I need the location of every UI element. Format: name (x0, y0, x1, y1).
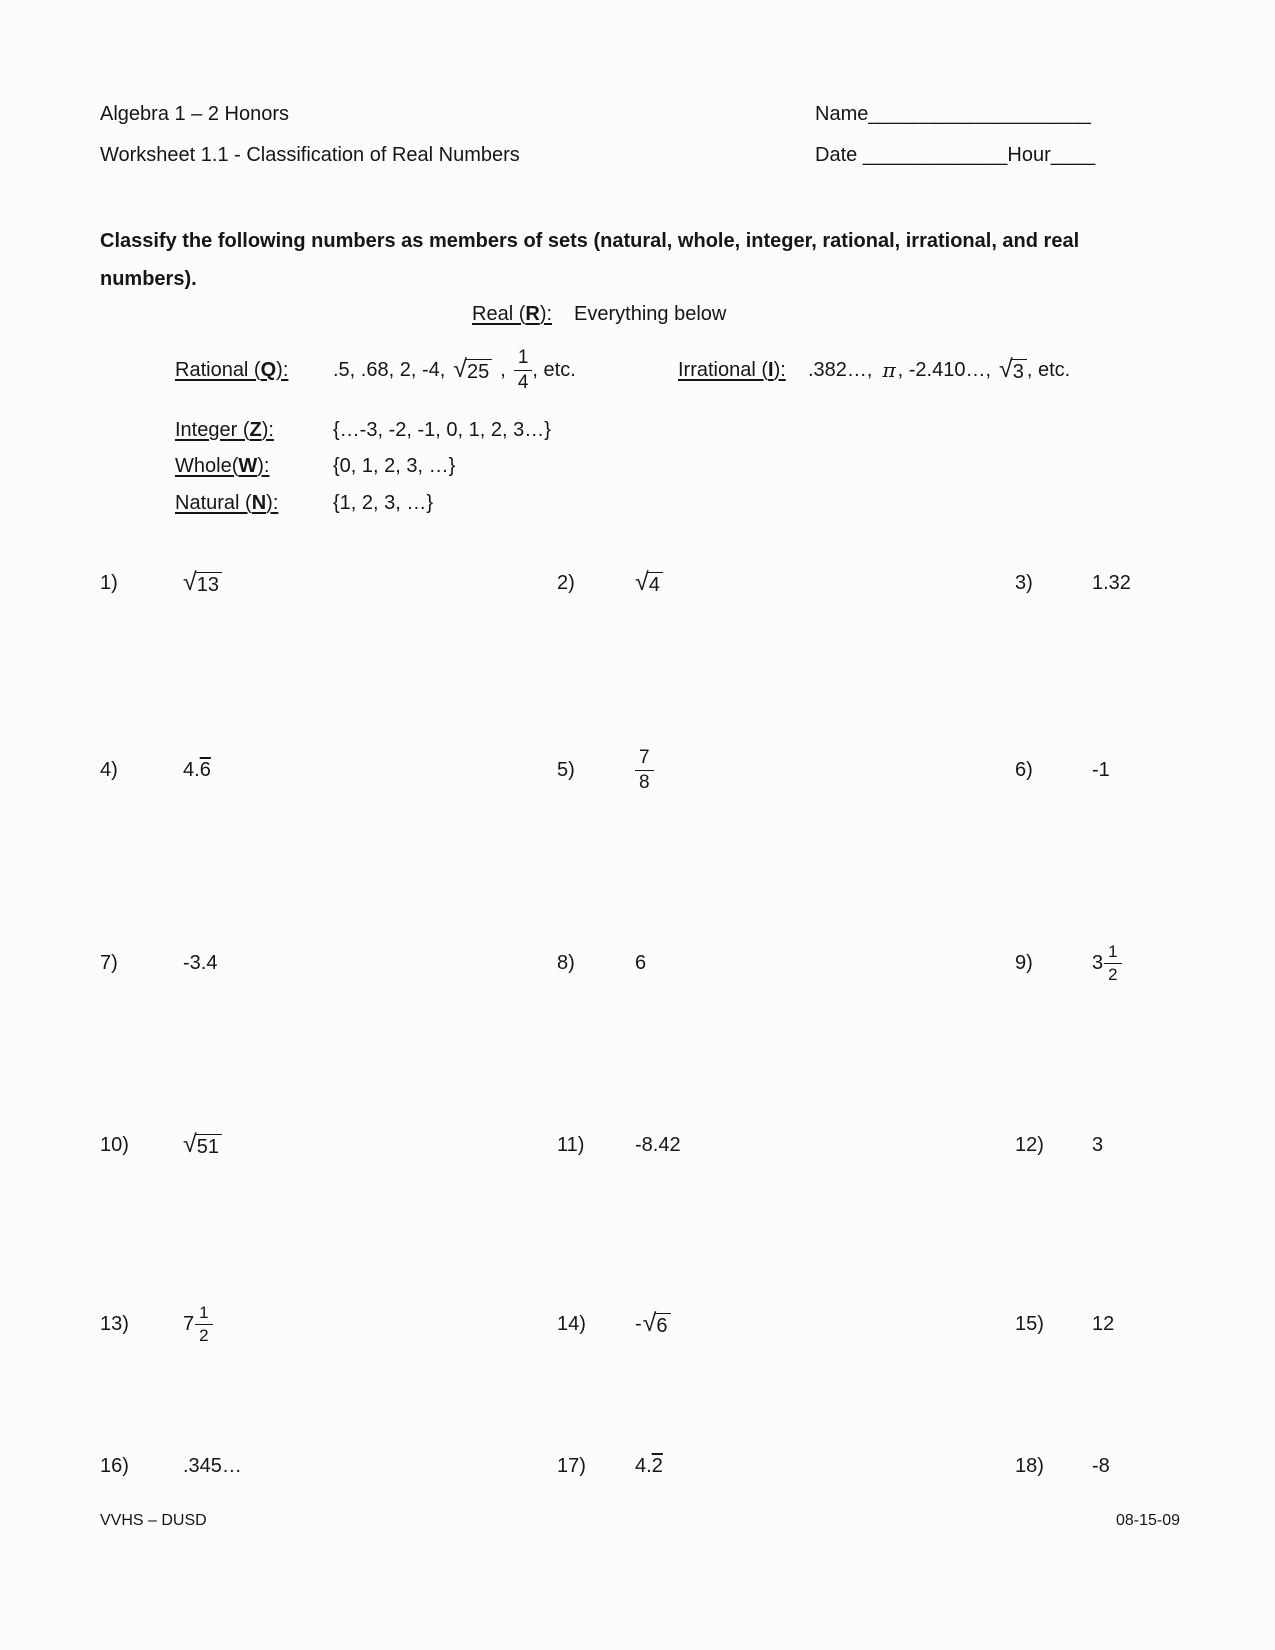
irrational-etc: , etc. (1026, 358, 1071, 381)
repeating-digit: 2 (651, 1454, 663, 1477)
problem-number: 7) (100, 951, 118, 974)
radical-sign-icon: √ (635, 567, 649, 596)
key-irrational: Irrational (I): .382…, π , -2.410…, √ 3 , etc. (678, 354, 1071, 383)
problem-value (635, 748, 654, 793)
problem-value: 1.32 (1092, 571, 1131, 594)
rational-examples: .5, .68, 2, -4, (333, 358, 446, 381)
integer-label: Integer (Z): (175, 419, 274, 441)
decimal-part: 4. (635, 1454, 652, 1477)
radical-sign-icon: √ (183, 1129, 197, 1158)
denominator: 8 (639, 771, 650, 793)
problem-5 (557, 738, 654, 802)
problem-number: 17) (557, 1454, 586, 1477)
problem-number: 14) (557, 1312, 586, 1335)
irrational-examples: .382…, (808, 358, 873, 381)
irrational-label: Irrational (I): (678, 358, 786, 381)
fraction (1104, 943, 1121, 984)
worksheet-title: Worksheet 1.1 - Classification of Real Numbers (100, 144, 520, 166)
radical-sign-icon: √ (183, 567, 197, 596)
problem-value (183, 567, 222, 596)
numerator: 1 (195, 1304, 212, 1325)
problem-value (183, 1129, 222, 1158)
problem-number: 9) (1015, 951, 1033, 974)
problem-number: 4) (100, 758, 118, 781)
problem-11 (557, 1113, 681, 1177)
problem-number: 18) (1015, 1454, 1044, 1477)
radicand: 4 (648, 572, 663, 595)
date-hour-field (815, 145, 1095, 166)
problem-9 (1015, 931, 1122, 995)
sqrt-3: √ 3 (999, 359, 1027, 382)
natural-label: Natural (N): (175, 492, 279, 514)
whole-number: 3 (1092, 951, 1104, 974)
minus-sign: - (635, 1312, 642, 1335)
instructions: Classify the following numbers as members of sets (natural, whole, integer, rational, irrational, and real numbers). (100, 230, 1080, 290)
pi-symbol: π (882, 358, 896, 382)
rational-etc: , etc. (532, 358, 576, 381)
fraction (195, 1304, 212, 1345)
footer-school: VVHS – DUSD (100, 1512, 207, 1529)
problem-7 (100, 931, 217, 995)
sqrt-expression (642, 1308, 671, 1337)
natural-set: {1, 2, 3, …} (333, 492, 434, 514)
problem-value: .345… (183, 1454, 242, 1477)
problem-value (635, 1308, 671, 1337)
problem-value (1092, 943, 1122, 984)
problem-value (183, 759, 211, 782)
date-field: Date _____________ (815, 144, 1008, 166)
key-real (472, 303, 726, 326)
problem-16 (100, 1434, 242, 1498)
problem-4 (100, 738, 211, 802)
whole-number: 7 (183, 1312, 195, 1335)
problem-value: -8.42 (635, 1133, 681, 1156)
problem-number: 2) (557, 571, 575, 594)
problem-3 (1015, 551, 1131, 615)
radicand: 6 (655, 1313, 670, 1336)
key-natural (175, 492, 433, 515)
sqrt-25: √ 25 (453, 359, 492, 382)
radical-sign-icon: √ (642, 1308, 657, 1337)
course-title: Algebra 1 – 2 Honors (100, 103, 290, 125)
problem-number: 8) (557, 951, 575, 974)
radicand: 51 (196, 1134, 222, 1157)
problem-6 (1015, 738, 1110, 802)
radical-sign-icon: √ (999, 354, 1013, 383)
numerator: 1 (1104, 943, 1121, 964)
problem-value: 12 (1092, 1312, 1115, 1335)
real-label: Real (R): (472, 303, 553, 325)
fraction (635, 748, 654, 793)
problem-8 (557, 931, 646, 995)
problem-value: -1 (1092, 758, 1110, 781)
problem-1 (100, 551, 222, 615)
denominator: 2 (199, 1325, 209, 1345)
sqrt-expression (635, 567, 663, 596)
radical-sign-icon: √ (453, 354, 468, 383)
problem-number: 16) (100, 1454, 129, 1477)
problem-number: 1) (100, 571, 118, 594)
problem-number: 3) (1015, 571, 1033, 594)
radicand: 13 (196, 572, 222, 595)
numerator: 7 (635, 748, 654, 771)
rational-label: Rational (Q): (175, 358, 289, 381)
problem-18 (1015, 1434, 1110, 1498)
problem-number: 5) (557, 758, 575, 781)
real-content: Everything below (574, 303, 727, 325)
footer-date: 08-15-09 (1115, 1512, 1180, 1529)
problem-number: 12) (1015, 1133, 1044, 1156)
hour-field: Hour____ (1007, 144, 1096, 166)
problem-12 (1015, 1113, 1103, 1177)
problem-value: 6 (635, 951, 647, 974)
problem-number: 13) (100, 1312, 129, 1335)
sqrt-expression (183, 1129, 222, 1158)
problem-value (635, 567, 663, 596)
problem-14 (557, 1292, 671, 1356)
name-field: Name____________________ (815, 103, 1091, 125)
whole-set: {0, 1, 2, 3, …} (333, 455, 456, 477)
sqrt-expression (183, 567, 222, 596)
problem-value: 3 (1092, 1133, 1104, 1156)
problem-number: 11) (557, 1133, 585, 1156)
fraction-1-4: $\frac{1}{4}$ (514, 348, 533, 393)
repeating-digit: 6 (199, 758, 211, 781)
key-integer (175, 419, 551, 442)
problem-value: -3.4 (183, 951, 218, 974)
problem-17 (557, 1434, 663, 1498)
problem-number: 15) (1015, 1312, 1044, 1335)
problem-15 (1015, 1292, 1114, 1356)
problem-value (635, 1455, 663, 1478)
mixed-number (183, 1304, 213, 1345)
integer-set: {…-3, -2, -1, 0, 1, 2, 3…} (333, 419, 551, 441)
problem-number: 6) (1015, 758, 1033, 781)
problem-10 (100, 1113, 222, 1177)
decimal-part: 4. (183, 758, 200, 781)
problem-2 (557, 551, 663, 615)
whole-label: Whole(W): (175, 455, 270, 477)
denominator: 2 (1108, 964, 1118, 984)
problem-value: -8 (1092, 1454, 1110, 1477)
problem-value (183, 1304, 213, 1345)
problem-13 (100, 1292, 213, 1356)
mixed-number (1092, 943, 1122, 984)
key-rational: Rational (Q): .5, .68, 2, -4, √ 25 , $\frac{1}{4}$ , etc. (175, 346, 576, 393)
problem-number: 10) (100, 1133, 129, 1156)
key-whole (175, 455, 455, 478)
